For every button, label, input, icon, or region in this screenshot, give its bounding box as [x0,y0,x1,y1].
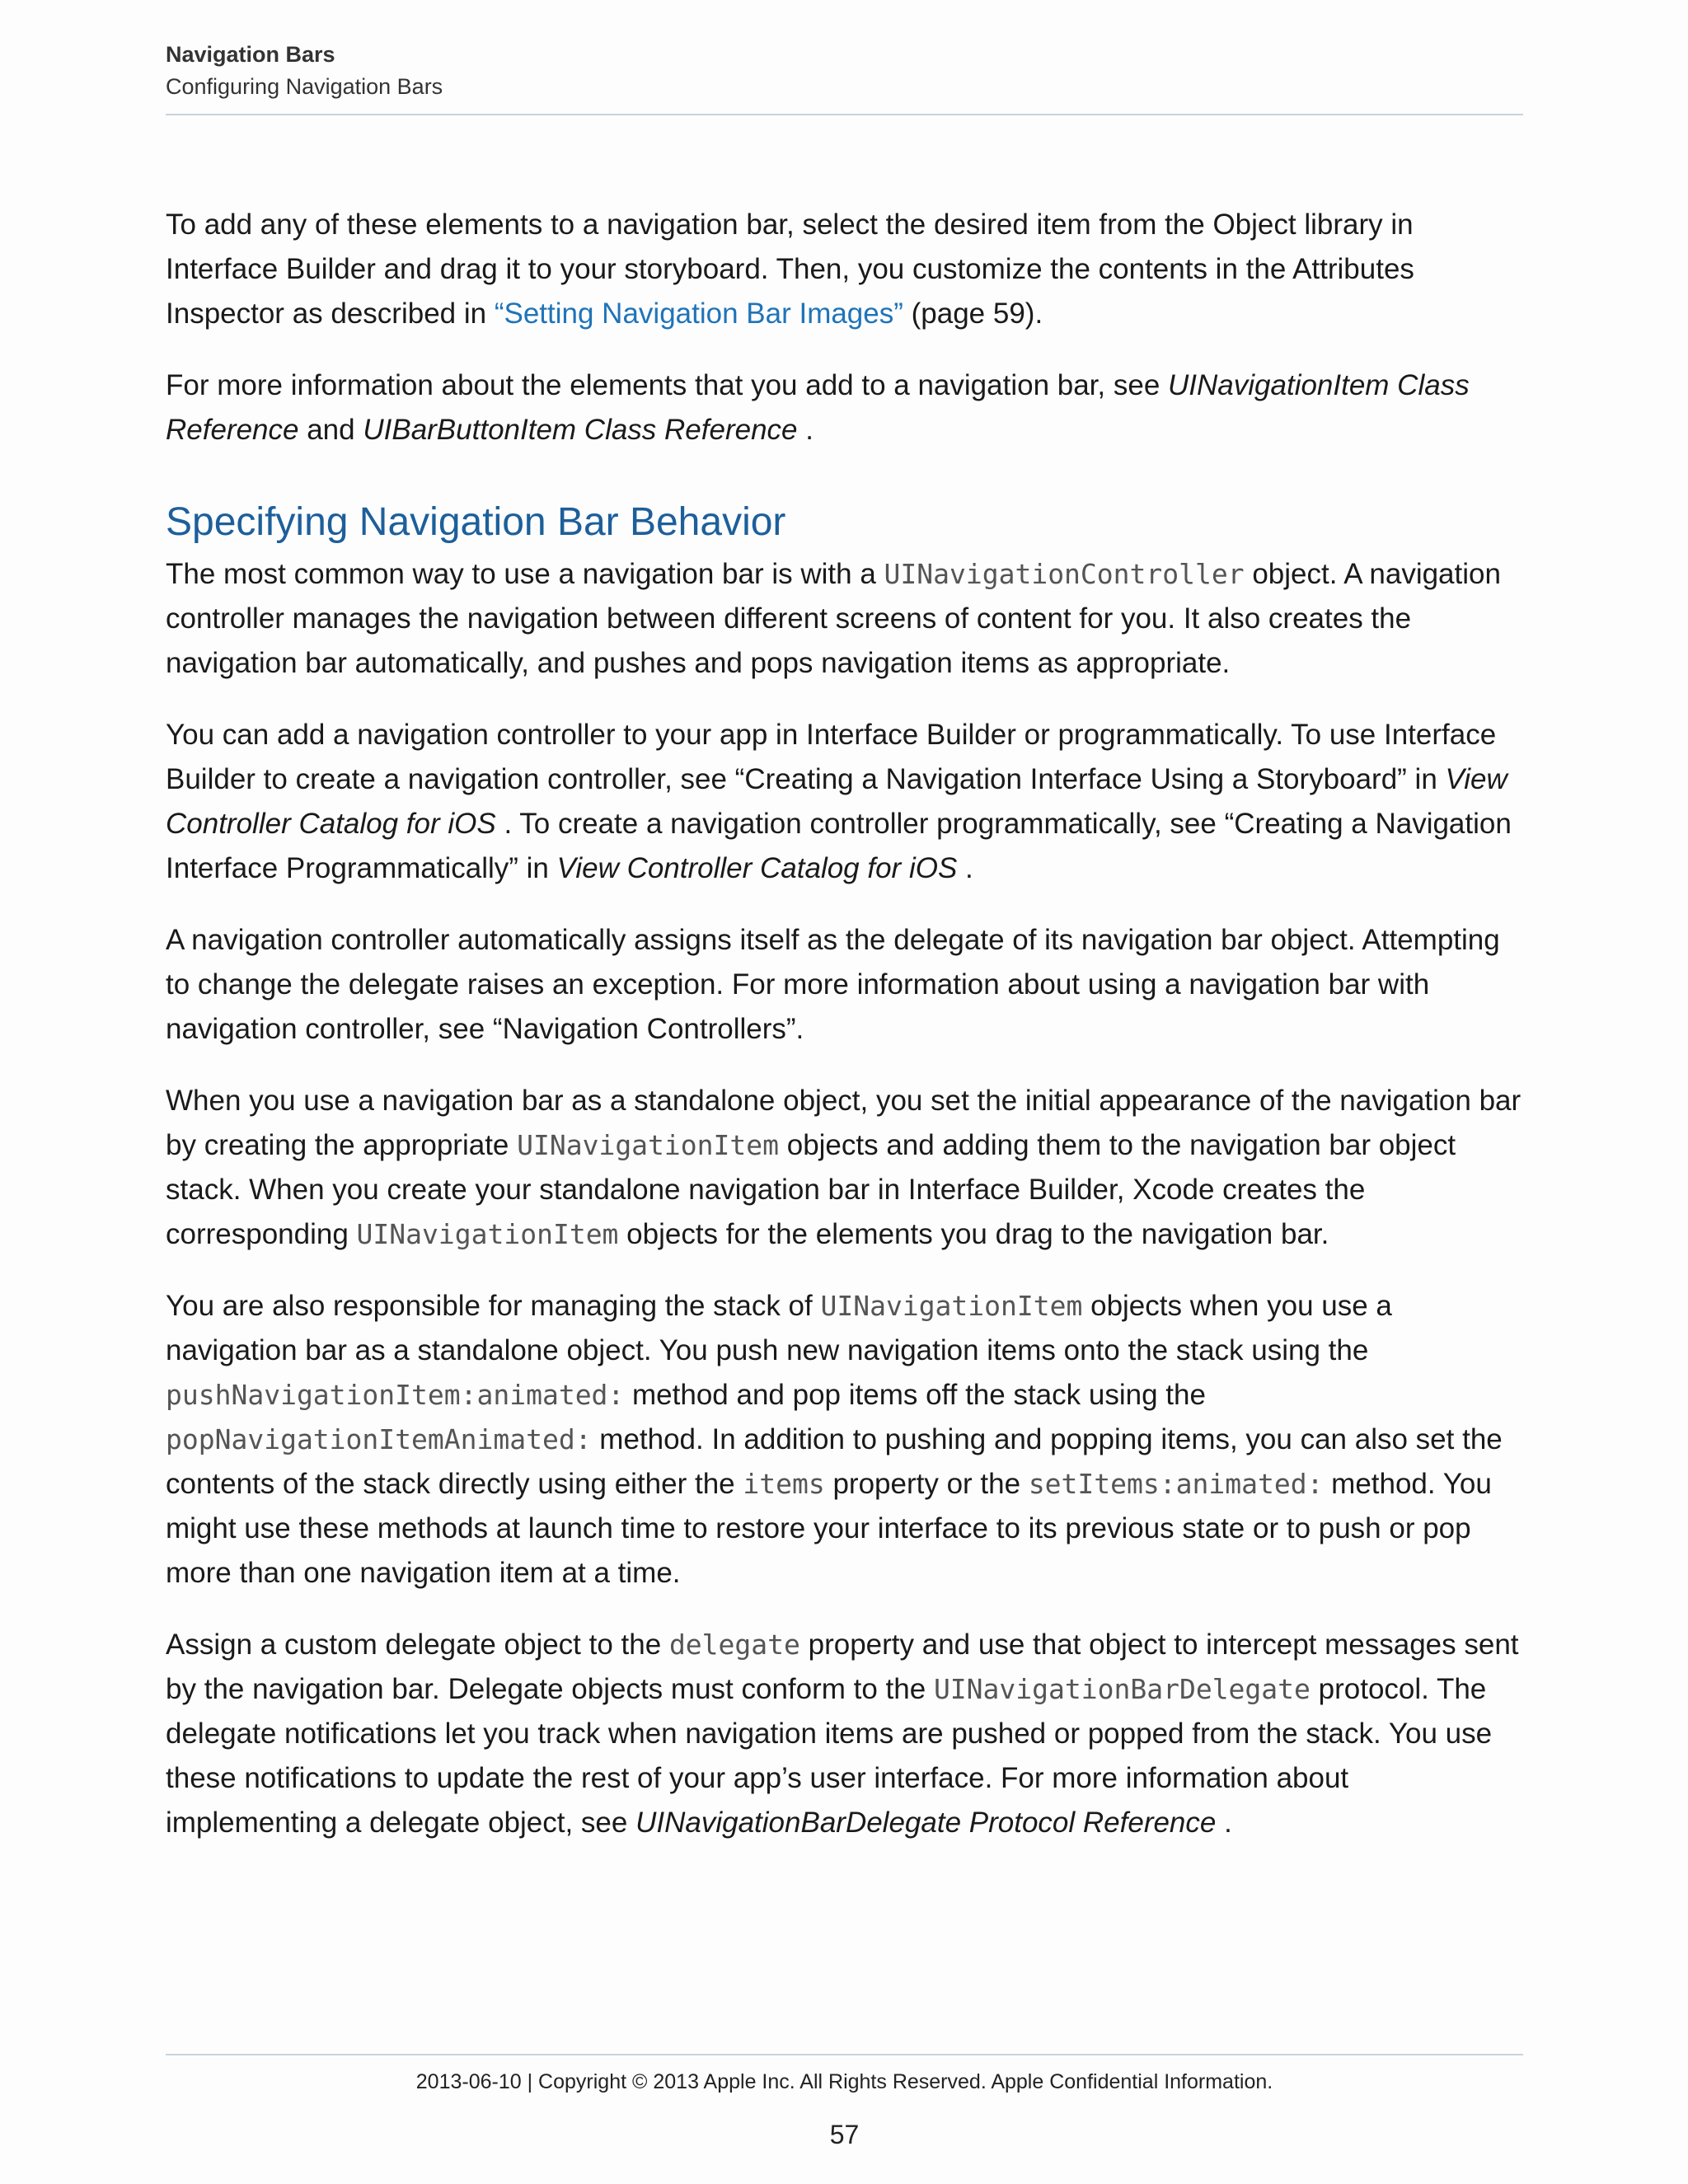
navigation-item-reference: UINavigationItem Class Reference [166,369,1470,446]
paragraph-delegate-assign [166,918,1523,1052]
text-segment: method. In addition to pushing and popping items, you can also set the contents of the stack directly using either the [166,1423,1503,1500]
text-segment: The most common way to use a navigation bar is with a [166,558,884,590]
text-segment: . [1216,1807,1232,1839]
code-uinavigationitem: UINavigationItem [820,1290,1083,1322]
text-segment: (page 59). [903,298,1043,330]
setting-images-link[interactable]: “Setting Navigation Bar Images” [494,298,903,330]
code-uinavigationitem: UINavigationItem [517,1129,779,1161]
text-segment: You can add a navigation controller to your app in Interface Builder or programmatically. To use Interface Builder to create a navigation controller, see “Creating a Navigation Interface Using a Storyboard” in [166,719,1497,795]
text-segment: method and pop items off the stack using the [624,1379,1206,1411]
text-segment: When you use a navigation bar as a standalone object, you set the initial appearance of the navigation bar by creating the appropriate [166,1085,1522,1161]
text-segment: objects when you use a navigation bar as a standalone object. You push new navigation items onto the stack using the [166,1290,1392,1366]
paragraph-standalone [166,1079,1523,1257]
footer-copyright: 2013-06-10 | Copyright © 2013 Apple Inc. All Rights Reserved. Apple Confidential Information. [415,2070,1273,2093]
footer-divider [166,2054,1523,2055]
bar-button-item-reference: UIBarButtonItem Class Reference [363,414,798,446]
header-chapter-title: Navigation Bars [166,42,335,67]
text-segment: You are also responsible for managing the stack of [166,1290,821,1322]
catalog-reference: View Controller Catalog for iOS [556,852,958,884]
code-uinavigationcontroller: UINavigationController [884,558,1245,590]
paragraph-common-way [166,552,1523,686]
code-navigation-bar-delegate: UINavigationBarDelegate [933,1673,1311,1705]
text-segment: Assign a custom delegate object to the [166,1629,669,1661]
text-segment: A navigation controller automatically assigns itself as the delegate of its navigation bar object. Attempting to change the delegate raises an exception. For more information about using a navigation bar with navigation controller, see “Navigation Controllers”. [166,924,1500,1045]
text-segment: For more information about the elements that you add to a navigation bar, see [166,369,1169,401]
text-segment: . [797,414,814,446]
text-segment: . [957,852,973,884]
page-number: 57 [829,2120,860,2149]
paragraph-add-elements [166,203,1523,336]
text-segment: protocol. The delegate notifications let you track when navigation items are pushed or popped from the stack. You use these notifications to update the rest of your app’s user interface. For more information about implementing a delegate object, see [166,1673,1493,1839]
text-segment: objects and adding them to the navigation bar object stack. When you create your standalone navigation bar in Interface Builder, Xcode creates the corresponding [166,1129,1456,1250]
text-segment: object. A navigation controller manages the navigation between different screens of content for you. It also creates the navigation bar automatically, and pushes and pops navigation items as appropriate. [166,558,1501,679]
text-segment: objects for the elements you drag to the navigation bar. [618,1218,1329,1250]
paragraph-add-controller [166,713,1523,891]
code-items-property: items [743,1468,825,1500]
code-set-items: setItems:animated: [1028,1468,1324,1500]
paragraph-more-info [166,363,1523,452]
text-segment: and [298,414,363,446]
header-section-title: Configuring Navigation Bars [166,74,443,99]
text-segment: property or the [824,1468,1029,1500]
paragraph-managing-stack [166,1284,1523,1596]
code-push-navigation-item: pushNavigationItem:animated: [166,1379,625,1411]
text-segment: To add any of these elements to a navigation bar, select the desired item from the Object library in Interface Builder and drag it to your storyboard. Then, you customize the contents in the Attributes Inspector as described in [166,209,1414,330]
catalog-reference: View Controller Catalog for iOS [166,763,1507,840]
text-segment: . To create a navigation controller programmatically, see “Creating a Navigation Interface Programmatically” in [166,808,1512,884]
code-uinavigationitem: UINavigationItem [356,1218,619,1250]
code-delegate: delegate [668,1629,800,1661]
header-divider [166,114,1523,115]
text-segment: property and use that object to intercept messages sent by the navigation bar. Delegate objects must conform to the [166,1629,1519,1705]
delegate-protocol-reference: UINavigationBarDelegate Protocol Reference [635,1807,1217,1839]
paragraph-custom-delegate [166,1623,1523,1845]
text-segment: method. You might use these methods at launch time to restore your interface to its previous state or to push or pop more than one navigation item at a time. [166,1468,1492,1589]
section-heading: Specifying Navigation Bar Behavior [166,500,786,544]
page-header [166,38,1523,102]
code-pop-navigation-item: popNavigationItemAnimated: [166,1423,592,1455]
main-content [166,203,1523,1872]
